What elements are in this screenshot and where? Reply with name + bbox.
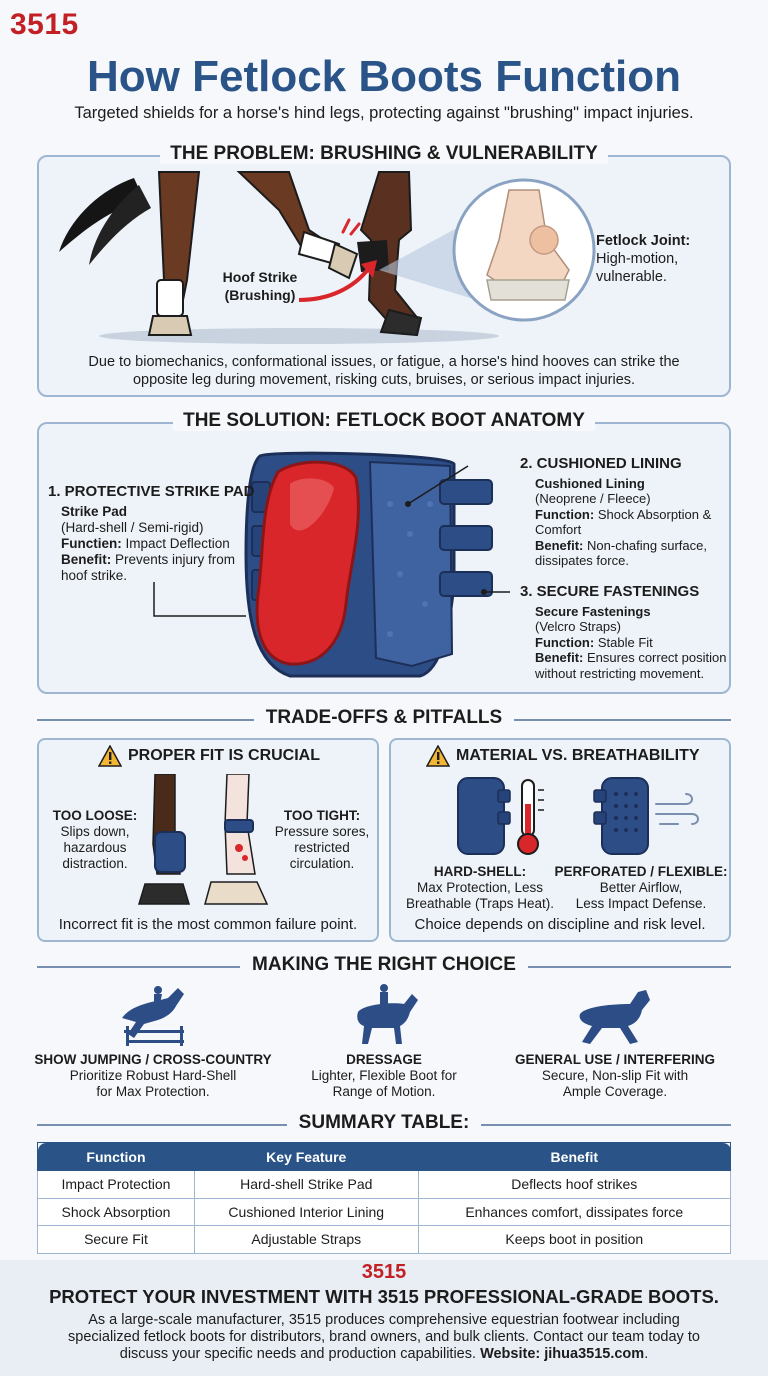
table-cell: Hard-shell Strike Pad bbox=[194, 1171, 418, 1199]
pad-leader-line bbox=[154, 582, 246, 616]
fit-heading-row bbox=[98, 745, 320, 767]
table-row bbox=[38, 1226, 731, 1254]
table-header-row bbox=[38, 1143, 731, 1171]
choice-dressage: DRESSAGE Lighter, Flexible Boot for Range of Motion. bbox=[311, 1052, 457, 1099]
footer-body: As a large-scale manufacturer, 3515 produces comprehensive equestrian footwear including specialized fetlock boots for distributors, brand owners, and bulk clients. Contact our team today to discuss your specific needs and production capabilities. Website: jihua3515.com. bbox=[68, 1312, 700, 1362]
lining-callout: 2. CUSHIONED LINING Cushioned Lining (Neoprene / Fleece) Function: Shock Absorption & Comfort Benefit: Non-chafing surface, dissipates force. bbox=[520, 455, 712, 568]
page-subtitle: Targeted shields for a horse's hind legs, protecting against "brushing" impact injuries. bbox=[74, 104, 694, 122]
too-loose-label: TOO LOOSE: Slips down, hazardous distraction. bbox=[52, 808, 138, 871]
table-cell: Keeps boot in position bbox=[418, 1226, 730, 1254]
table-cell: Secure Fit bbox=[38, 1226, 195, 1254]
strap-2 bbox=[440, 526, 492, 550]
material-caption: Choice depends on discipline and risk level. bbox=[414, 916, 706, 933]
solution-heading: THE SOLUTION: FETLOCK BOOT ANATOMY bbox=[0, 410, 768, 432]
table-row bbox=[38, 1198, 731, 1226]
material-illustration bbox=[450, 774, 700, 860]
hard-shell-label: HARD-SHELL: Max Protection, Less Breathable (Traps Heat). bbox=[405, 864, 555, 911]
fetlock-joint-label: Fetlock Joint: High-motion, vulnerable. bbox=[596, 233, 691, 285]
table-header-cell: Function bbox=[38, 1143, 195, 1171]
show-jumping-icon bbox=[114, 982, 194, 1048]
fit-legs-illustration bbox=[135, 774, 275, 914]
perforated-label: PERFORATED / FLEXIBLE: Better Airflow, Less Impact Defense. bbox=[554, 864, 728, 911]
airflow-icon bbox=[656, 794, 698, 824]
table-cell: Cushioned Interior Lining bbox=[194, 1198, 418, 1226]
warning-icon bbox=[426, 745, 450, 767]
warning-icon bbox=[98, 745, 122, 767]
table-cell: Adjustable Straps bbox=[194, 1226, 418, 1254]
table-cell: Deflects hoof strikes bbox=[418, 1171, 730, 1199]
table-header-cell: Key Feature bbox=[194, 1143, 418, 1171]
brand-logo: 3515 bbox=[10, 8, 79, 41]
material-heading: MATERIAL VS. BREATHABILITY bbox=[456, 747, 700, 764]
material-heading-row bbox=[426, 745, 700, 767]
thermometer-icon bbox=[518, 780, 544, 854]
table-cell: Enhances comfort, dissipates force bbox=[418, 1198, 730, 1226]
choice-show-jumping: SHOW JUMPING / CROSS-COUNTRY Prioritize Robust Hard-Shell for Max Protection. bbox=[34, 1052, 272, 1099]
problem-heading: THE PROBLEM: BRUSHING & VULNERABILITY bbox=[0, 143, 768, 165]
footer-cta: PROTECT YOUR INVESTMENT WITH 3515 PROFESSIONAL-GRADE BOOTS. bbox=[49, 1286, 719, 1307]
fit-heading: PROPER FIT IS CRUCIAL bbox=[128, 747, 321, 764]
table-cell: Shock Absorption bbox=[38, 1198, 195, 1226]
table-cell: Impact Protection bbox=[38, 1171, 195, 1199]
perforated-boot-icon bbox=[594, 778, 648, 854]
dressage-icon bbox=[348, 982, 420, 1048]
strike-arrow bbox=[299, 268, 369, 300]
problem-caption: Due to biomechanics, conformational issues, or fatigue, a horse's hind hooves can strike the opposite leg during movement, risking cuts, bruises, or serious impact injuries. bbox=[88, 354, 680, 388]
hard-shell-boot-icon bbox=[458, 778, 510, 854]
table-row bbox=[38, 1171, 731, 1199]
strike-label: Hoof Strike (Brushing) bbox=[222, 269, 298, 303]
website-link[interactable]: Website: jihua3515.com bbox=[480, 1346, 645, 1362]
choice-general-use: GENERAL USE / INTERFERING Secure, Non-slip Fit with Ample Coverage. bbox=[514, 1052, 716, 1099]
summary-table bbox=[37, 1142, 731, 1254]
tradeoffs-heading: TRADE-OFFS & PITFALLS bbox=[0, 707, 768, 729]
fit-caption: Incorrect fit is the most common failure point. bbox=[58, 916, 358, 933]
too-tight-label: TOO TIGHT: Pressure sores, restricted circulation. bbox=[274, 808, 370, 871]
table-header-cell: Benefit bbox=[418, 1143, 730, 1171]
general-use-icon bbox=[574, 984, 658, 1048]
summary-heading: SUMMARY TABLE: bbox=[0, 1112, 768, 1134]
footer-brand-logo: 3515 bbox=[361, 1261, 407, 1283]
strap-1 bbox=[440, 480, 492, 504]
fastenings-callout: 3. SECURE FASTENINGS Secure Fastenings (Velcro Straps) Function: Stable Fit Benefit: Ensures correct position without restricting movement. bbox=[520, 583, 727, 681]
page-title: How Fetlock Boots Function bbox=[87, 52, 681, 101]
strike-pad-callout: 1. PROTECTIVE STRIKE PAD Strike Pad (Hard-shell / Semi-rigid) Functien: Impact Deflection Benefit: Prevents injury from hoof strike. bbox=[48, 483, 255, 583]
choice-heading: MAKING THE RIGHT CHOICE bbox=[0, 954, 768, 976]
